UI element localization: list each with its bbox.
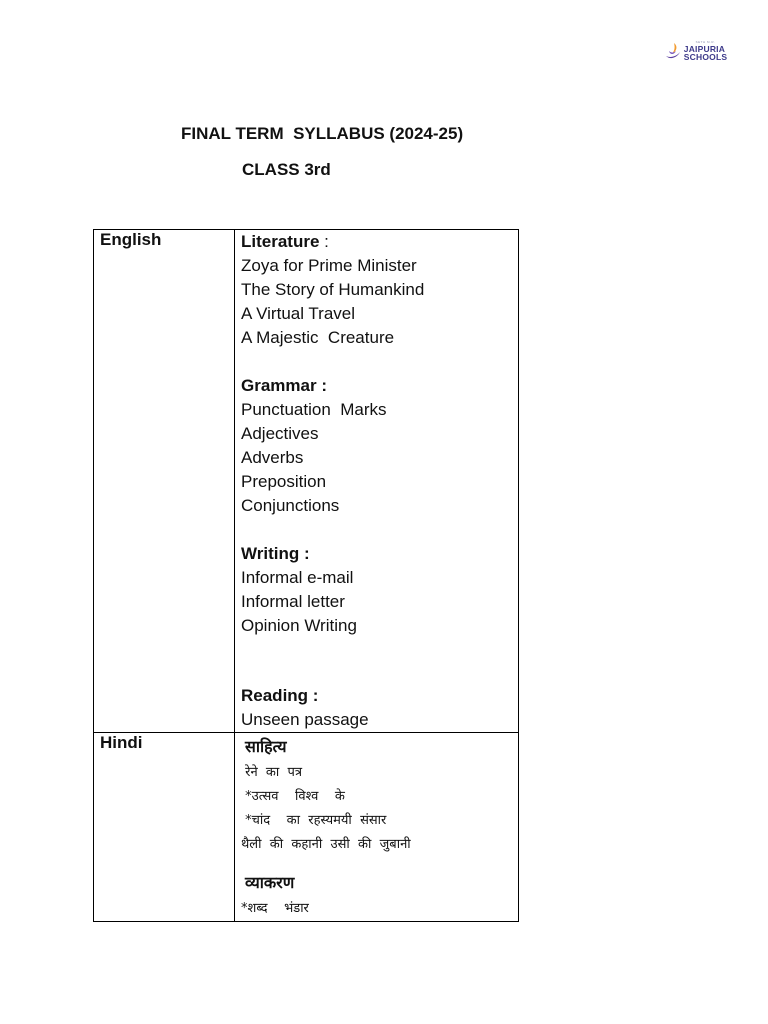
hindi-syllabus-cell xyxy=(235,733,519,922)
list-item: Punctuation Marks xyxy=(241,400,387,419)
literature-heading-colon: : xyxy=(319,232,329,251)
list-item: Informal letter xyxy=(241,592,345,611)
list-item: Informal e-mail xyxy=(241,568,354,587)
school-logo xyxy=(657,8,735,94)
document-title: FINAL TERM SYLLABUS (2024-25) xyxy=(181,124,464,143)
list-item: रेने का पत्र xyxy=(241,765,303,780)
subject-name-english: English xyxy=(94,230,235,733)
list-item: Unseen passage xyxy=(241,710,369,729)
list-item: Preposition xyxy=(241,472,327,491)
list-item: थैली की कहानी उसी की जुबानी xyxy=(241,837,411,852)
table-row-english xyxy=(94,230,519,733)
jaipuria-logo-icon xyxy=(665,42,681,60)
list-item: A Majestic Creature xyxy=(241,328,395,347)
grammar-heading: Grammar : xyxy=(241,376,327,395)
subject-name-hindi: Hindi xyxy=(94,733,235,922)
list-item: A Virtual Travel xyxy=(241,304,356,323)
list-item: Zoya for Prime Minister xyxy=(241,256,417,275)
list-item: Opinion Writing xyxy=(241,616,357,635)
list-item: Adverbs xyxy=(241,448,304,467)
english-syllabus-cell xyxy=(235,230,519,733)
list-item: Conjunctions xyxy=(241,496,340,515)
literature-heading-label: Literature xyxy=(241,232,320,251)
table-row-hindi xyxy=(94,733,519,922)
logo-small-text: SETH M.R. xyxy=(695,39,716,44)
class-label: CLASS 3rd xyxy=(242,160,331,179)
logo-line-1: JAIPURIA xyxy=(683,43,726,54)
reading-heading: Reading : xyxy=(241,686,319,705)
vyakaran-heading: व्याकरण xyxy=(245,873,295,892)
sahitya-heading: साहित्य xyxy=(245,737,287,756)
list-item: Adjectives xyxy=(241,424,319,443)
logo-line-2: SCHOOLS xyxy=(683,52,728,62)
writing-heading: Writing : xyxy=(241,544,310,563)
list-item: *शब्द भंडार xyxy=(241,901,309,916)
list-item: *चांद का रहस्यमयी संसार xyxy=(241,813,387,828)
syllabus-table xyxy=(93,229,519,922)
list-item: The Story of Humankind xyxy=(241,280,425,299)
list-item: *उत्सव विश्व के xyxy=(241,789,345,804)
literature-heading xyxy=(241,230,518,254)
